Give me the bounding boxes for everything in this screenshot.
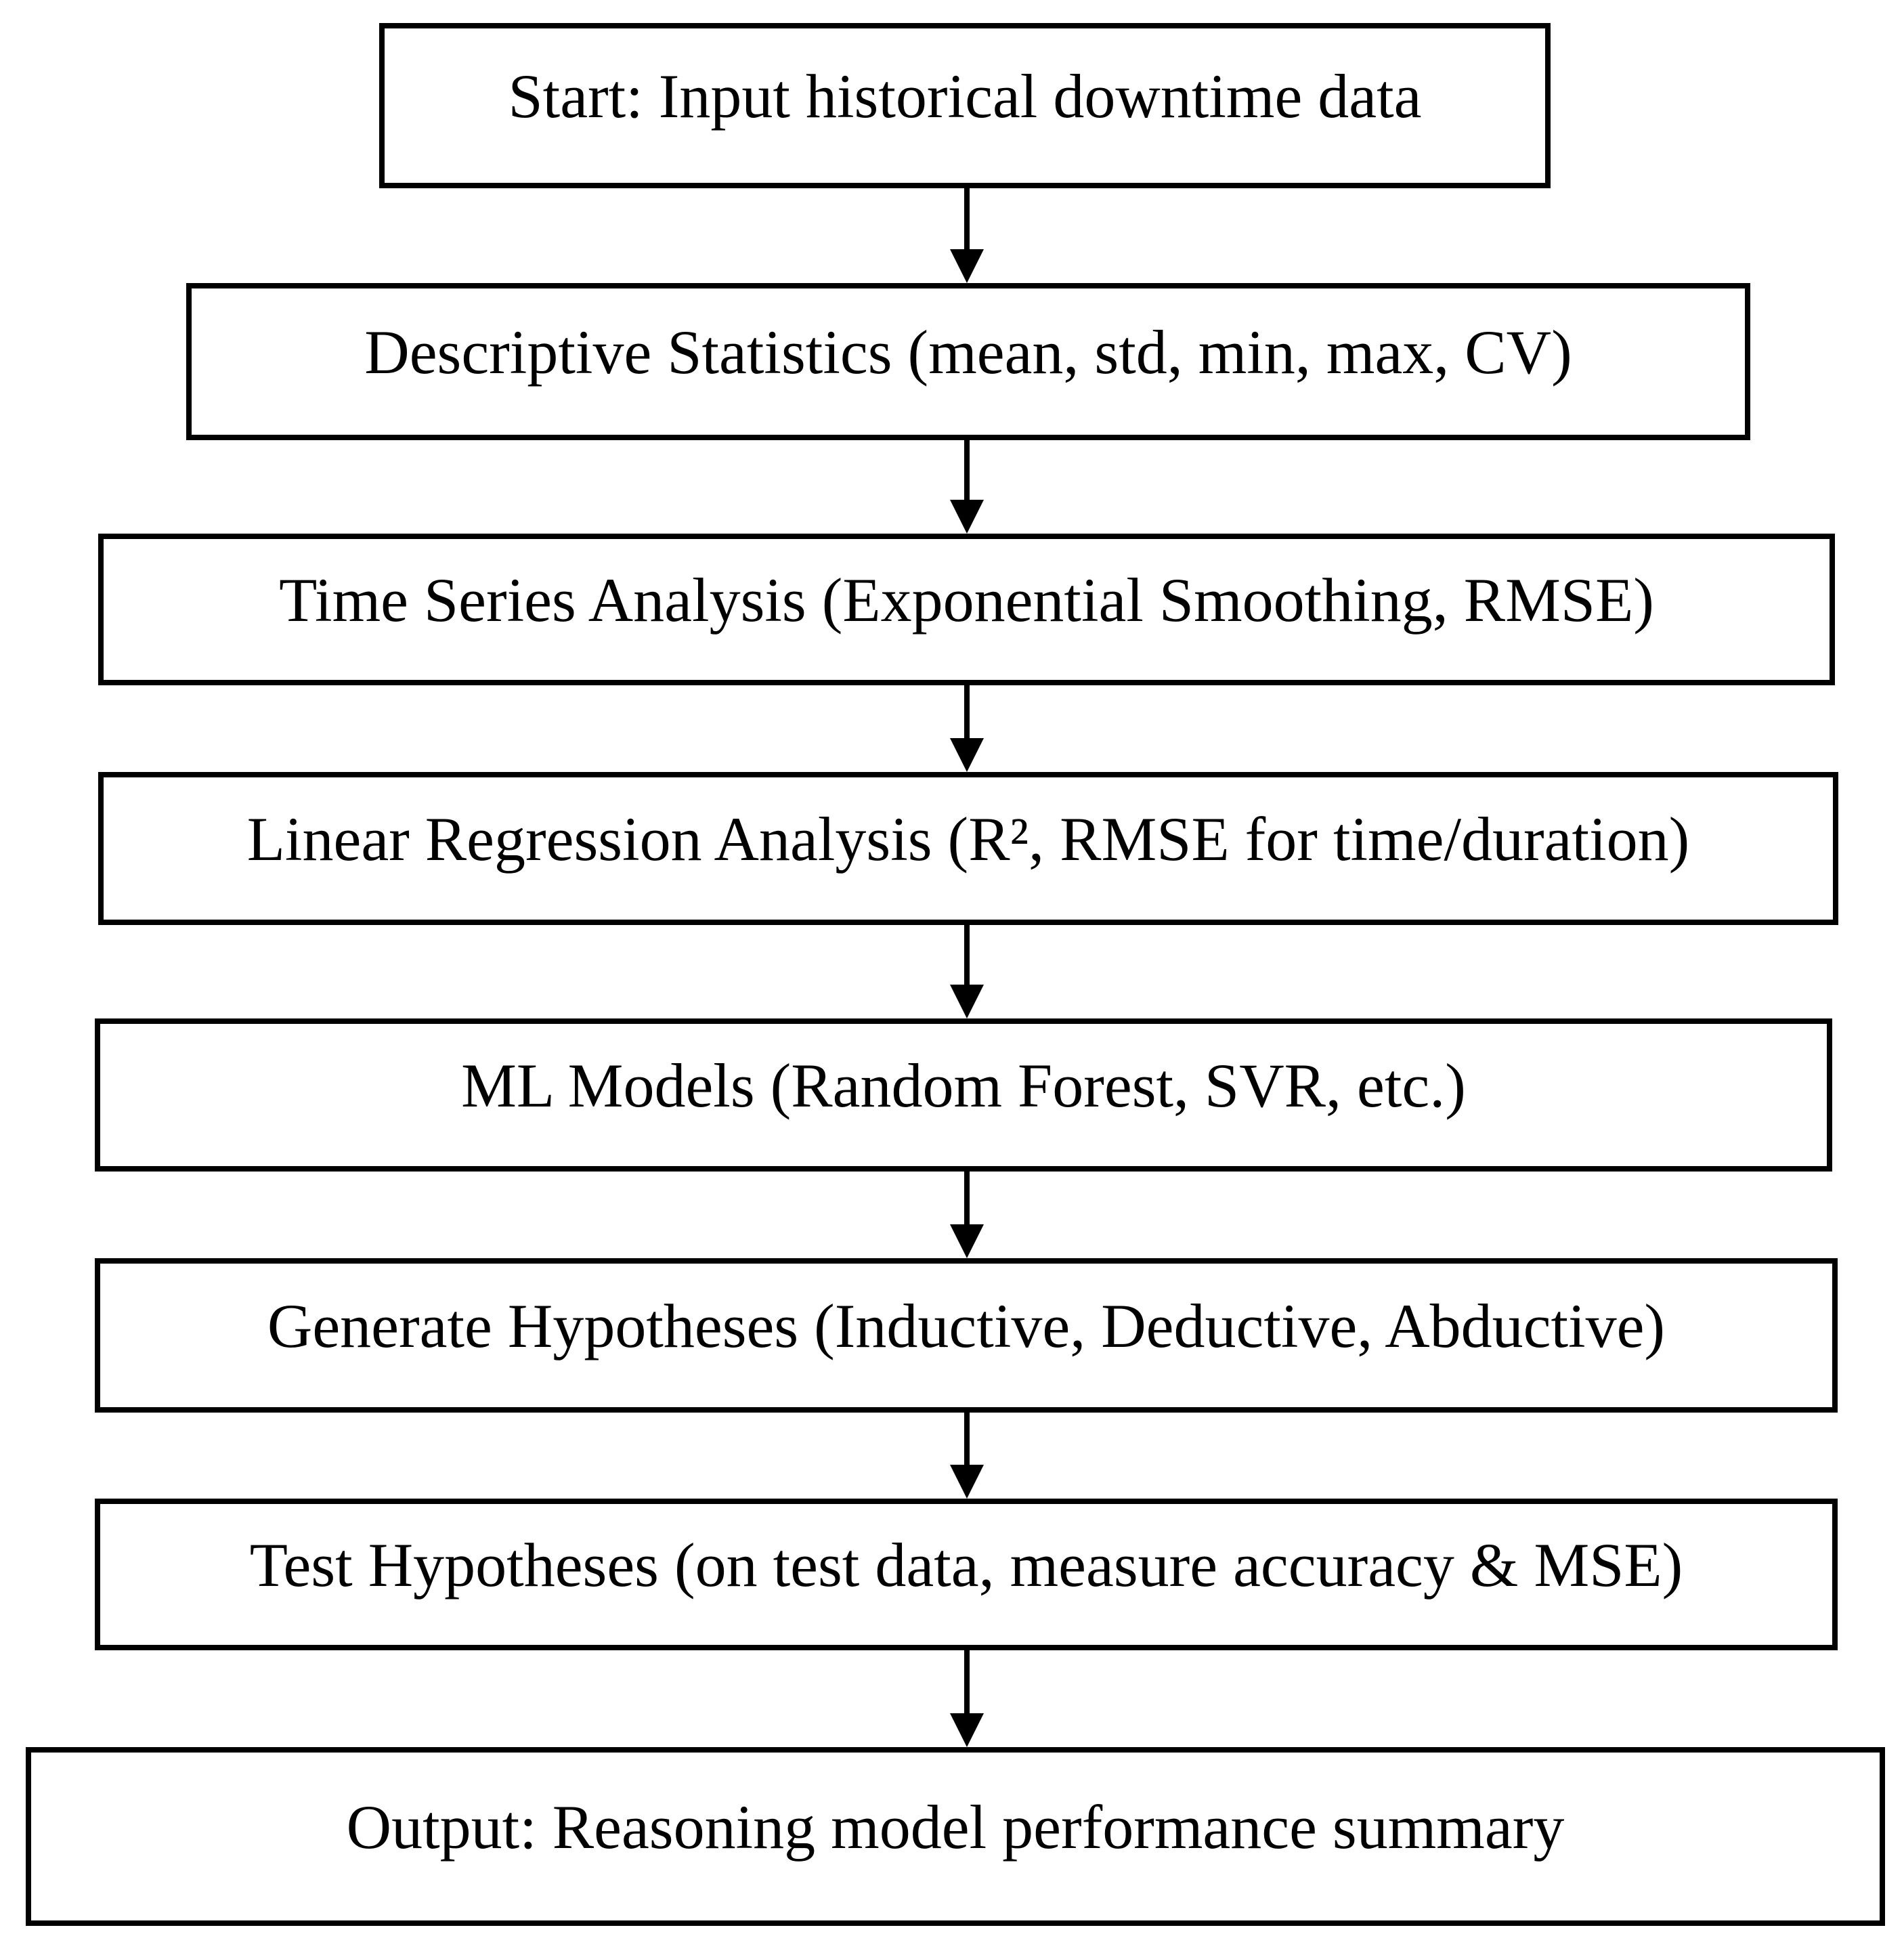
arrow-head-icon [950, 1224, 984, 1258]
connector-arrow [950, 1411, 984, 1499]
arrow-shaft [964, 924, 970, 985]
flow-node-output [26, 1747, 1885, 1926]
arrow-shaft [964, 1170, 970, 1224]
arrow-head-icon [950, 500, 984, 534]
flow-node-linear-regression-analysis-label: Linear Regression Analysis (R², RMSE for time/duration) [246, 804, 1690, 874]
flow-node-start-label: Start: Input historical downtime data [508, 62, 1422, 131]
flow-node-descriptive-statistics [186, 283, 1750, 440]
arrow-shaft [964, 1411, 970, 1465]
flow-node-test-hypotheses [95, 1499, 1838, 1650]
flow-node-time-series-analysis-label: Time Series Analysis (Exponential Smoothing, RMSE) [279, 565, 1654, 635]
flow-node-test-hypotheses-label: Test Hypotheses (on test data, measure accuracy & MSE) [249, 1530, 1683, 1600]
flow-node-start [379, 23, 1551, 188]
arrow-head-icon [950, 1465, 984, 1499]
connector-arrow [950, 924, 984, 1018]
flow-node-output-label: Output: Reasoning model performance summary [346, 1792, 1565, 1862]
arrow-head-icon [950, 249, 984, 283]
arrow-shaft [964, 684, 970, 738]
arrow-shaft [964, 1649, 970, 1713]
arrow-head-icon [950, 985, 984, 1018]
flow-node-ml-models [95, 1018, 1832, 1172]
flow-node-ml-models-label: ML Models (Random Forest, SVR, etc.) [461, 1051, 1466, 1121]
arrow-head-icon [950, 738, 984, 772]
connector-arrow [950, 1170, 984, 1258]
flow-node-generate-hypotheses-label: Generate Hypotheses (Inductive, Deductive, Abductive) [267, 1291, 1666, 1361]
connector-arrow [950, 1649, 984, 1747]
connector-arrow [950, 439, 984, 534]
arrow-head-icon [950, 1713, 984, 1747]
flow-node-time-series-analysis [98, 534, 1835, 685]
flow-node-generate-hypotheses [95, 1258, 1838, 1413]
arrow-shaft [964, 439, 970, 500]
flow-node-descriptive-statistics-label: Descriptive Statistics (mean, std, min, max, CV) [364, 318, 1572, 387]
connector-arrow [950, 684, 984, 772]
flow-node-linear-regression-analysis [98, 772, 1838, 925]
arrow-shaft [964, 187, 970, 249]
connector-arrow [950, 187, 984, 283]
